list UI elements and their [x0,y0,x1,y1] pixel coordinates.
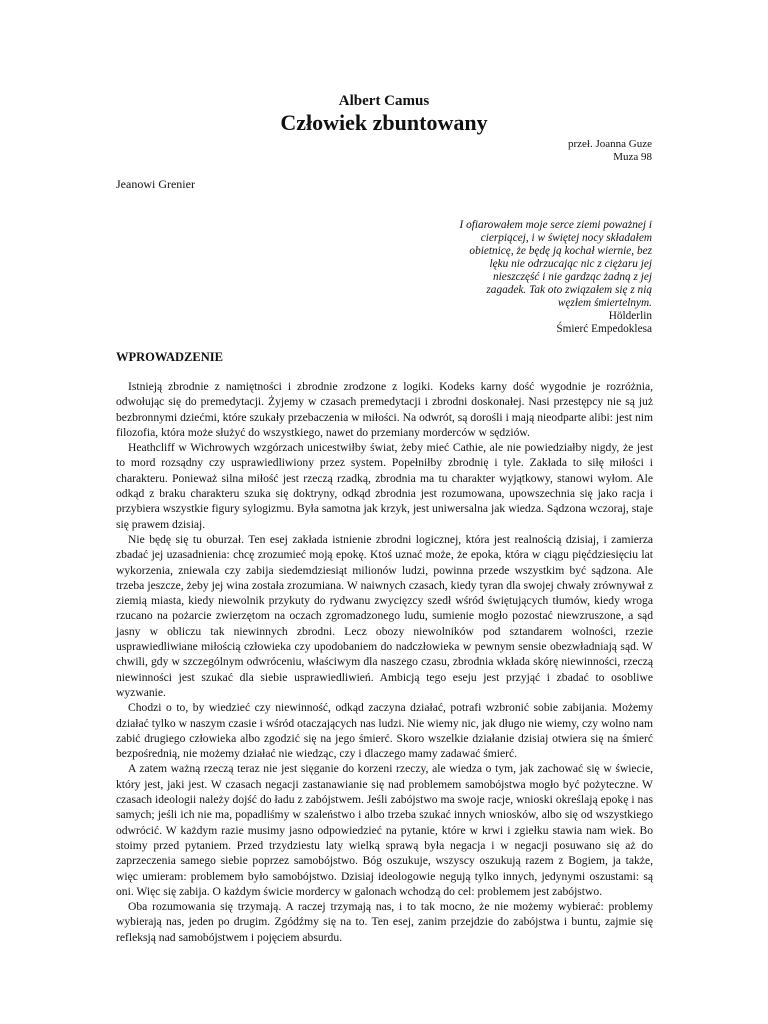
body-text [116,379,653,945]
section-heading: WPROWADZENIE [116,350,223,364]
publisher-credit: Muza 98 [613,151,652,163]
paragraph: Chodzi o to, by wiedzieć czy niewinność, odkąd zaczyna działać, potrafi wzbronić sobie zabijania. Możemy działać tylko w naszym czasie i wśród otaczających nas ludzi. Nie wiemy nic, jak długo nie wiemy, czy wolno nam zabić drugiego człowieka albo zgodzić się na jego śmierć. Skoro wszelkie działanie dzisiaj otwiera się na śmierć bezpośrednią, nie możemy działać nie wiedząc, czy i dlaczego mamy zadawać śmierć. [116,701,653,761]
dedication: Jeanowi Grenier [116,177,195,191]
paragraph: A zatem ważną rzeczą teraz nie jest sięganie do korzeni rzeczy, ale wiedza o tym, jak zachować się w świecie, który jest, jaki jest. W czasach negacji zastanawianie się nad problemem samobójstwa mogło być pożyteczne. W czasach ideologii należy dojść do ładu z zabójstwem. Jeśli zabójstwo ma swoje racje, wnioski określają epokę i nas samych; jeśli ich nie ma, popadliśmy w szaleństwo i albo trzeba szukać innych wniosków, albo się od wszystkiego odwrócić. W każdym razie musimy jasno odpowiedzieć na pytanie, które w krwi i zgiełku stawia nam wiek. Bo stoimy przed pytaniem. Przed trzydziestu laty wielką sprawą była negacja i w negacji posuwano się aż do zaprzeczenia samego siebie poprzez samobójstwo. Bóg oszukuje, wszyscy oszukują razem z Bogiem, ja także, więc umieram: problemem było samobójstwo. Dzisiaj ideologowie negują tylko innych, jedynymi oszustami: są oni. Więc się zabija. O każdym świcie mordercy w galonach wchodzą do cel: problemem jest zabójstwo. [116,762,653,898]
book-title: Człowiek zbuntowany [280,110,488,135]
paragraph: Nie będę się tu oburzał. Ten esej zakłada istnienie zbrodni logicznej, która jest realnością dzisiaj, i zamierza zbadać jej uzasadnienia: chcę zrozumieć moją epokę. Ktoś uznać może, że epoka, która w ciągu pięćdziesięciu lat wykorzenia, zniewala czy zabija siedemdziesiąt milionów ludzi, powinna przede wszystkim być sądzona. Ale trzeba jeszcze, żeby jej wina została zrozumiana. W naiwnych czasach, kiedy tyran dla swojej chwały zrównywał z ziemią miasta, kiedy niewolnik przykuty do rydwanu zwycięzcy szedł wśród świętujących tłumów, kiedy wroga rzucano na pożarcie zwierzętom na oczach zgromadzonego ludu, sumienie mogło pozostać niewzruszone, a sąd jasny w obliczu tak niewinnych zbrodni. Lecz obozy niewolników pod sztandarem wolności, rzezie usprawiedliwiane miłością człowieka czy upodobaniem do nadczłowieka w pewnym sensie obezwładniają sąd. W chwili, gdy w szczególnym odwróceniu, właściwym dla naszego czasu, zbrodnia wkłada skórę niewinności, rzeczą niewinności jest szukać dla siebie usprawiedliwień. Ambicją tego eseju jest przyjąć i zbadać to osobliwe wyzwanie. [116,532,653,699]
paragraph: Oba rozumowania się trzymają. A raczej trzymają nas, i to tak mocno, że nie możemy wybierać: problemy wybierają nas, jeden po drugim. Zgódźmy się na to. Ten esej, zanim przejdzie do zabójstwa i buntu, zajmie się refleksją nad samobójstwem i pojęciem absurdu. [116,900,653,944]
motto-verse: I ofiarowałem moje serce ziemi poważnej i cierpiącej, i w świętej nocy składałem obietnicę, że będę ją kochał wiernie, bez lęku nie odrzucając nic z ciężaru jej nieszczęść i nie gardząc żadną z jej zagadek. Tak oto związałem się z nią węzłem śmiertelnym. [459,219,652,309]
motto [452,219,652,336]
motto-author: Hölderlin [608,310,652,322]
translator-credit: przeł. Joanna Guze [568,138,652,150]
motto-source: Śmierć Empedoklesa [556,323,652,335]
author-name: Albert Camus [338,93,430,109]
paragraph: Heathcliff w Wichrowych wzgórzach unicestwiłby świat, żeby mieć Cathie, ale nie powiedziałby nigdy, że jest to mord rozsądny czy usprawiedliwiony przez system. Popełniłby zbrodnię i tyle. Zakłada to siłę miłości i charakteru. Ponieważ silna miłość jest rzeczą rzadką, zbrodnia ma tu charakter wyjątkowy, stanowi wyłom. Ale odkąd z braku charakteru szuka się doktryny, odkąd zbrodnia jest rozumowana, upowszechnia się jako racja i przybiera wszystkie figury sylogizmu. Była samotna jak krzyk, jest uniwersalna jak wiedza. Sądzona wczoraj, staje się prawem dzisiaj. [116,441,653,531]
credits [568,138,652,164]
paragraph: Istnieją zbrodnie z namiętności i zbrodnie zrodzone z logiki. Kodeks karny dość wygodnie je rozróżnia, odwołując się do premedytacji. Żyjemy w czasach premedytacji i zbrodni doskonałej. Nasi przestępcy nie są już bezbronnymi dziećmi, które szukały przebaczenia w miłości. Na odwrót, są dorośli i mają nieodparte alibi: jest nim filozofia, która może służyć do wszystkiego, nawet do przemiany morderców w sędziów. [116,380,653,439]
